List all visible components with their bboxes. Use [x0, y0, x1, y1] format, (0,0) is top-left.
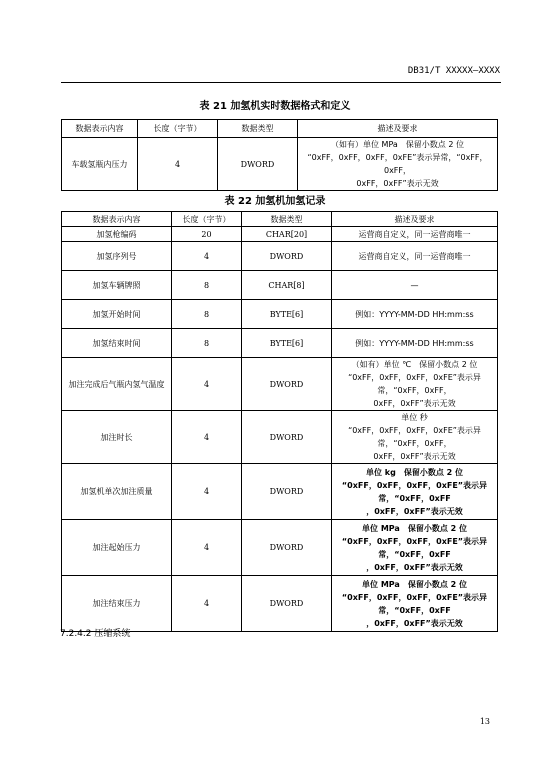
- cell-content: 加注完成后气瓶内氢气温度: [62, 358, 172, 411]
- col-header-desc: 描述及要求: [332, 212, 498, 227]
- cell-type: CHAR[8]: [242, 271, 332, 300]
- page-number: 13: [479, 717, 490, 726]
- table-22-header-row: [62, 212, 498, 227]
- desc-line: 0xFF，0xFF”表示无效: [373, 399, 456, 408]
- section-title: 压缩系统: [94, 629, 131, 639]
- table-21-caption: 表 21 加氢机实时数据格式和定义: [199, 101, 351, 112]
- table-row: [62, 576, 498, 632]
- desc-line: “0xFF，0xFF，0xFF，0xFE”表示异常，“0xFF，0xFF: [341, 536, 488, 559]
- section-heading: [60, 626, 130, 639]
- desc-line: 单位 秒: [401, 413, 428, 422]
- cell-desc: 例如：YYYY-MM-DD HH:mm:ss: [332, 329, 498, 358]
- cell-length: 4: [172, 358, 242, 411]
- cell-content: 加氢机单次加注质量: [62, 464, 172, 520]
- cell-desc: [298, 138, 498, 191]
- desc-line: ，0xFF，0xFF”表示无效: [366, 562, 463, 572]
- table-21: [61, 119, 498, 191]
- cell-desc: [332, 464, 498, 520]
- desc-line: “0xFF，0xFF，0xFF，0xFE”表示异常，“0xFF，0xFF: [341, 592, 488, 615]
- desc-line: ，0xFF，0xFF”表示无效: [366, 506, 463, 516]
- header-rule: [61, 82, 501, 83]
- desc-line: 0xFF，0xFF”表示无效: [373, 452, 456, 461]
- table-22-caption: 表 22 加氢机加氢记录: [224, 196, 326, 207]
- table-row: [62, 329, 498, 358]
- table-row: [62, 271, 498, 300]
- cell-desc: [332, 411, 498, 464]
- cell-type: DWORD: [242, 411, 332, 464]
- col-header-length: 长度（字节）: [138, 120, 218, 138]
- cell-type: BYTE[6]: [242, 300, 332, 329]
- cell-type: DWORD: [218, 138, 298, 191]
- cell-content: 加注时长: [62, 411, 172, 464]
- cell-length: 4: [172, 576, 242, 632]
- cell-type: CHAR[20]: [242, 227, 332, 242]
- table-row: [62, 138, 498, 191]
- desc-line: 单位 kg 保留小数点 2 位: [366, 467, 463, 477]
- cell-type: DWORD: [242, 520, 332, 576]
- table-row: [62, 227, 498, 242]
- cell-content: 加氢结束时间: [62, 329, 172, 358]
- desc-line: 单位 MPa 保留小数点 2 位: [362, 523, 467, 533]
- desc-line: 单位 MPa 保留小数点 2 位: [362, 579, 467, 589]
- cell-length: 4: [172, 520, 242, 576]
- cell-length: 4: [172, 464, 242, 520]
- cell-type: DWORD: [242, 464, 332, 520]
- col-header-type: 数据类型: [242, 212, 332, 227]
- table-row: [62, 300, 498, 329]
- cell-content: 加氢车辆牌照: [62, 271, 172, 300]
- desc-line: （如有）单位 ℃ 保留小数点 2 位: [351, 360, 478, 369]
- table-row: [62, 242, 498, 271]
- table-row: [62, 464, 498, 520]
- desc-line: ，0xFF，0xFF”表示无效: [366, 618, 463, 628]
- cell-desc: [332, 358, 498, 411]
- cell-length: 8: [172, 329, 242, 358]
- desc-line: （如有）单位 MPa 保留小数点 2 位: [331, 140, 464, 149]
- cell-length: 20: [172, 227, 242, 242]
- desc-line: “0xFF，0xFF，0xFF，0xFE”表示异常，“0xFF，0xFF，: [348, 373, 481, 395]
- desc-line: “0xFF，0xFF，0xFF，0xFE”表示异常，“0xFF，0xFF，: [307, 153, 488, 175]
- cell-desc: [332, 520, 498, 576]
- cell-length: 4: [138, 138, 218, 191]
- table-row: [62, 358, 498, 411]
- table-row: [62, 411, 498, 464]
- section-number: 7.2.4.2: [60, 629, 92, 639]
- col-header-desc: 描述及要求: [298, 120, 498, 138]
- cell-desc: [332, 576, 498, 632]
- cell-type: DWORD: [242, 576, 332, 632]
- cell-length: 4: [172, 411, 242, 464]
- col-header-content: 数据表示内容: [62, 212, 172, 227]
- col-header-length: 长度（字节）: [172, 212, 242, 227]
- cell-type: DWORD: [242, 242, 332, 271]
- desc-line: “0xFF，0xFF，0xFF，0xFE”表示异常，“0xFF，0xFF: [341, 480, 488, 503]
- col-header-content: 数据表示内容: [62, 120, 138, 138]
- cell-type: BYTE[6]: [242, 329, 332, 358]
- cell-type: DWORD: [242, 358, 332, 411]
- desc-line: 0xFF，0xFF”表示无效: [356, 179, 439, 188]
- cell-desc: 例如：YYYY-MM-DD HH:mm:ss: [332, 300, 498, 329]
- cell-content: 加氢开始时间: [62, 300, 172, 329]
- desc-line: “0xFF，0xFF，0xFF，0xFE”表示异常，“0xFF，0xFF，: [348, 426, 481, 448]
- table-22: [61, 211, 498, 632]
- cell-length: 8: [172, 271, 242, 300]
- cell-length: 4: [172, 242, 242, 271]
- cell-content: 加氢枪编码: [62, 227, 172, 242]
- cell-length: 8: [172, 300, 242, 329]
- document-code: DB31/T XXXXX—XXXX: [407, 66, 500, 76]
- table-21-header-row: [62, 120, 498, 138]
- cell-content: 加氢序列号: [62, 242, 172, 271]
- cell-content: 加注起始压力: [62, 520, 172, 576]
- cell-desc: —: [332, 271, 498, 300]
- cell-desc: 运营商自定义，同一运营商唯一: [332, 242, 498, 271]
- col-header-type: 数据类型: [218, 120, 298, 138]
- cell-desc: 运营商自定义，同一运营商唯一: [332, 227, 498, 242]
- cell-content: 车载氢瓶内压力: [62, 138, 138, 191]
- table-row: [62, 520, 498, 576]
- cell-content: 加注结束压力: [62, 576, 172, 632]
